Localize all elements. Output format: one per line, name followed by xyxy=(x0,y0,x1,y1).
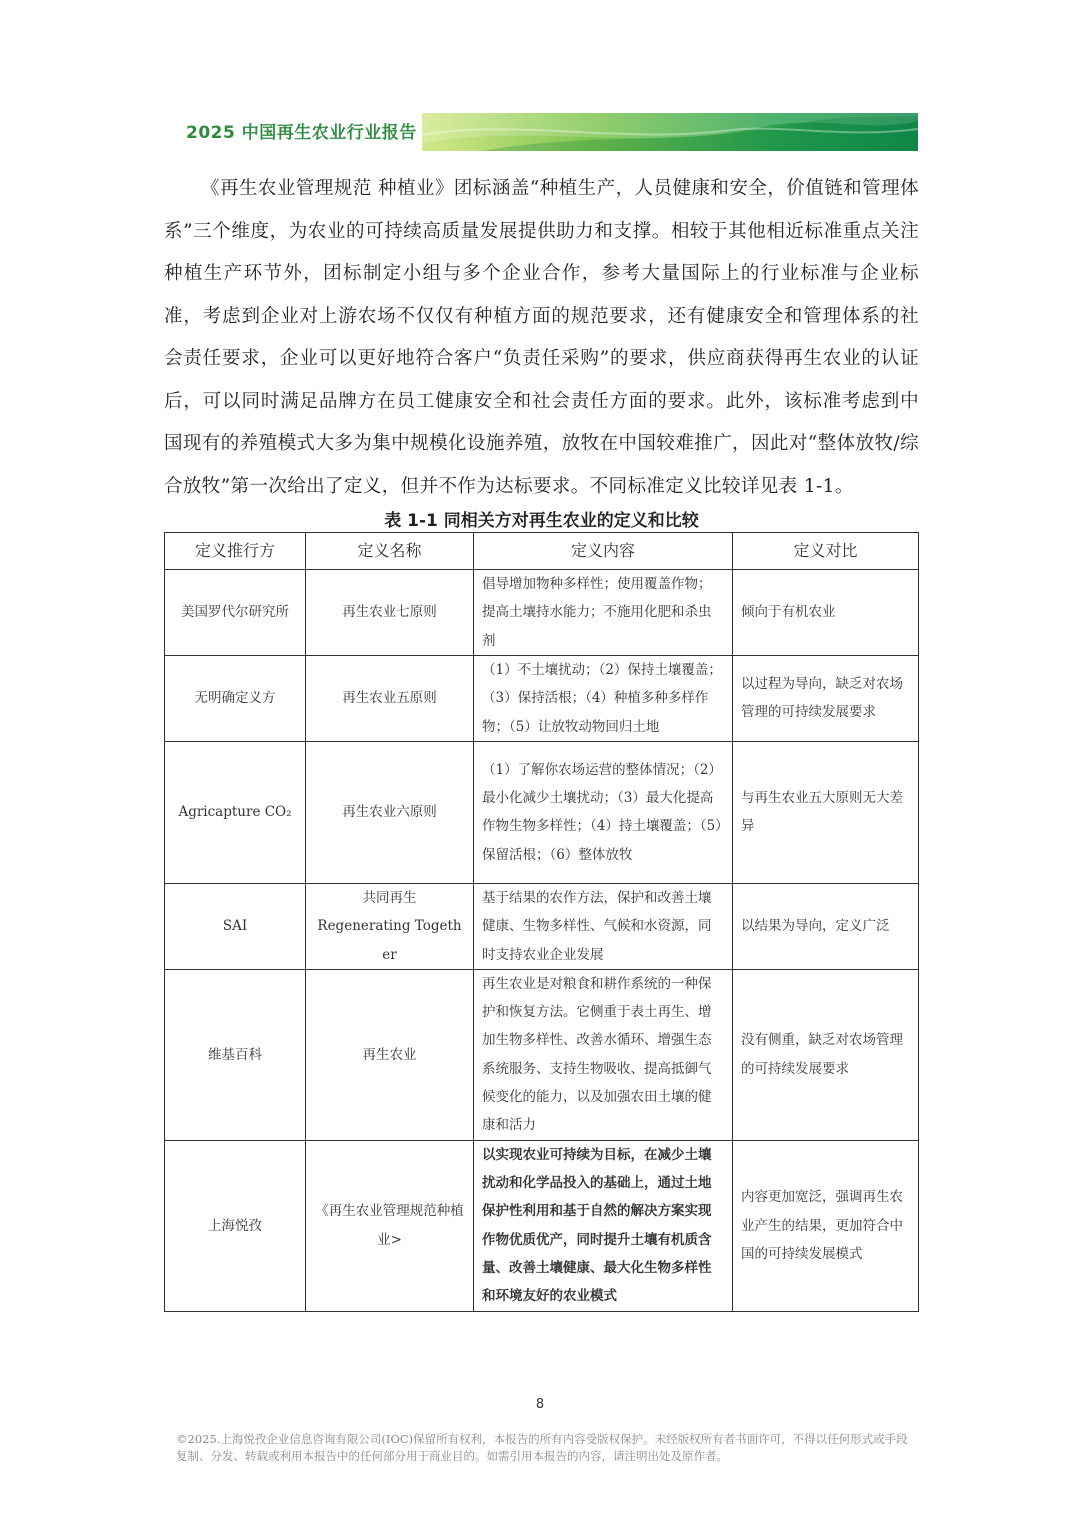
comparison-table xyxy=(164,532,919,1312)
table-row xyxy=(165,570,919,656)
cell-comparison: 与再生农业五大原则无大差异 xyxy=(733,741,919,883)
header-content: 定义内容 xyxy=(474,533,733,570)
table-row xyxy=(165,969,919,1140)
cell-name: 再生农业六原则 xyxy=(306,741,474,883)
cell-name xyxy=(306,883,474,969)
page-number: 8 xyxy=(535,1397,545,1412)
cell-name-cn: 共同再生 xyxy=(362,889,417,906)
cell-content: 再生农业是对粮食和耕作系统的一种保护和恢复方法。它侧重于表土再生、增加生物多样性、改善水循环、增强生态系统服务、支持生物吸收、提高抵御气候变化的能力，以及加强农田土壤的健康和活力 xyxy=(474,969,733,1140)
cell-promoter: SAI xyxy=(165,883,306,969)
cell-promoter: 上海悦孜 xyxy=(165,1140,306,1311)
cell-comparison: 没有侧重，缺乏对农场管理的可持续发展要求 xyxy=(733,969,919,1140)
cell-name-en: Regenerating Together xyxy=(317,918,462,963)
cell-comparison: 以结果为导向，定义广泛 xyxy=(733,883,919,969)
cell-content: （1）不土壤扰动；（2）保持土壤覆盖；（3）保持活根；（4）种植多种多样作物；（5）让放牧动物回归土地 xyxy=(474,656,733,742)
report-title: 2025 中国再生农业行业报告 xyxy=(186,123,417,143)
cell-name: 再生农业五原则 xyxy=(306,656,474,742)
table-header-row xyxy=(165,533,919,570)
cell-comparison: 以过程为导向，缺乏对农场管理的可持续发展要求 xyxy=(733,656,919,742)
table-row xyxy=(165,1140,919,1311)
cell-comparison: 内容更加宽泛，强调再生农业产生的结果，更加符合中国的可持续发展模式 xyxy=(733,1140,919,1311)
cell-promoter: Agricapture CO₂ xyxy=(165,741,306,883)
cell-comparison: 倾向于有机农业 xyxy=(733,570,919,656)
table-row xyxy=(165,741,919,883)
header-decorative-band xyxy=(422,113,918,151)
cell-name: 再生农业七原则 xyxy=(306,570,474,656)
cell-promoter: 无明确定义方 xyxy=(165,656,306,742)
cell-content: 以实现农业可持续为目标，在减少土壤扰动和化学品投入的基础上，通过土地保护性利用和基于自然的解决方案实现作物优质优产，同时提升土壤有机质含量、改善土壤健康、最大化生物多样性和环境友好的农业模式 xyxy=(474,1140,733,1311)
table-row xyxy=(165,883,919,969)
body-paragraph: 《再生农业管理规范 种植业》团标涵盖“种植生产，人员健康和安全，价值链和管理体系”三个维度，为农业的可持续高质量发展提供助力和支撑。相较于其他相近标准重点关注种植生产环节外，团标制定小组与多个企业合作，参考大量国际上的行业标准与企业标准，考虑到企业对上游农场不仅仅有种植方面的规范要求，还有健康安全和管理体系的社会责任要求，企业可以更好地符合客户“负责任采购”的要求，供应商获得再生农业的认证后，可以同时满足品牌方在员工健康安全和社会责任方面的要求。此外，该标准考虑到中国现有的养殖模式大多为集中规模化设施养殖，放牧在中国较难推广，因此对“整体放牧/综合放牧”第一次给出了定义，但并不作为达标要求。不同标准定义比较详见表 1-1。 xyxy=(164,178,919,497)
header-promoter: 定义推行方 xyxy=(165,533,306,570)
cell-content: 基于结果的农作方法，保护和改善土壤健康、生物多样性、气候和水资源，同时支持农业企业发展 xyxy=(474,883,733,969)
table-caption: 表 1-1 同相关方对再生农业的定义和比较 xyxy=(384,511,699,531)
table-row xyxy=(165,656,919,742)
cell-name: 《再生农业管理规范种植业> xyxy=(306,1140,474,1311)
header-comparison: 定义对比 xyxy=(733,533,919,570)
cell-content: （1）了解你农场运营的整体情况；（2）最小化减少土壤扰动；（3）最大化提高作物生物多样性；（4）持土壤覆盖；（5）保留活根；（6）整体放牧 xyxy=(474,741,733,883)
copyright-notice: ©2025.上海悦孜企业信息咨询有限公司(IOC)保留所有权利，本报告的所有内容受版权保护。未经版权所有者书面许可，不得以任何形式或手段复制、分发、转载或利用本报告中的任何部分用于商业目的。如需引用本报告的内容，请注明出处及原作者。 xyxy=(176,1432,908,1463)
cell-content: 倡导增加物种多样性；使用覆盖作物；提高土壤持水能力；不施用化肥和杀虫剂 xyxy=(474,570,733,656)
cell-name: 再生农业 xyxy=(306,969,474,1140)
cell-promoter: 维基百科 xyxy=(165,969,306,1140)
header-name: 定义名称 xyxy=(306,533,474,570)
cell-promoter: 美国罗代尔研究所 xyxy=(165,570,306,656)
